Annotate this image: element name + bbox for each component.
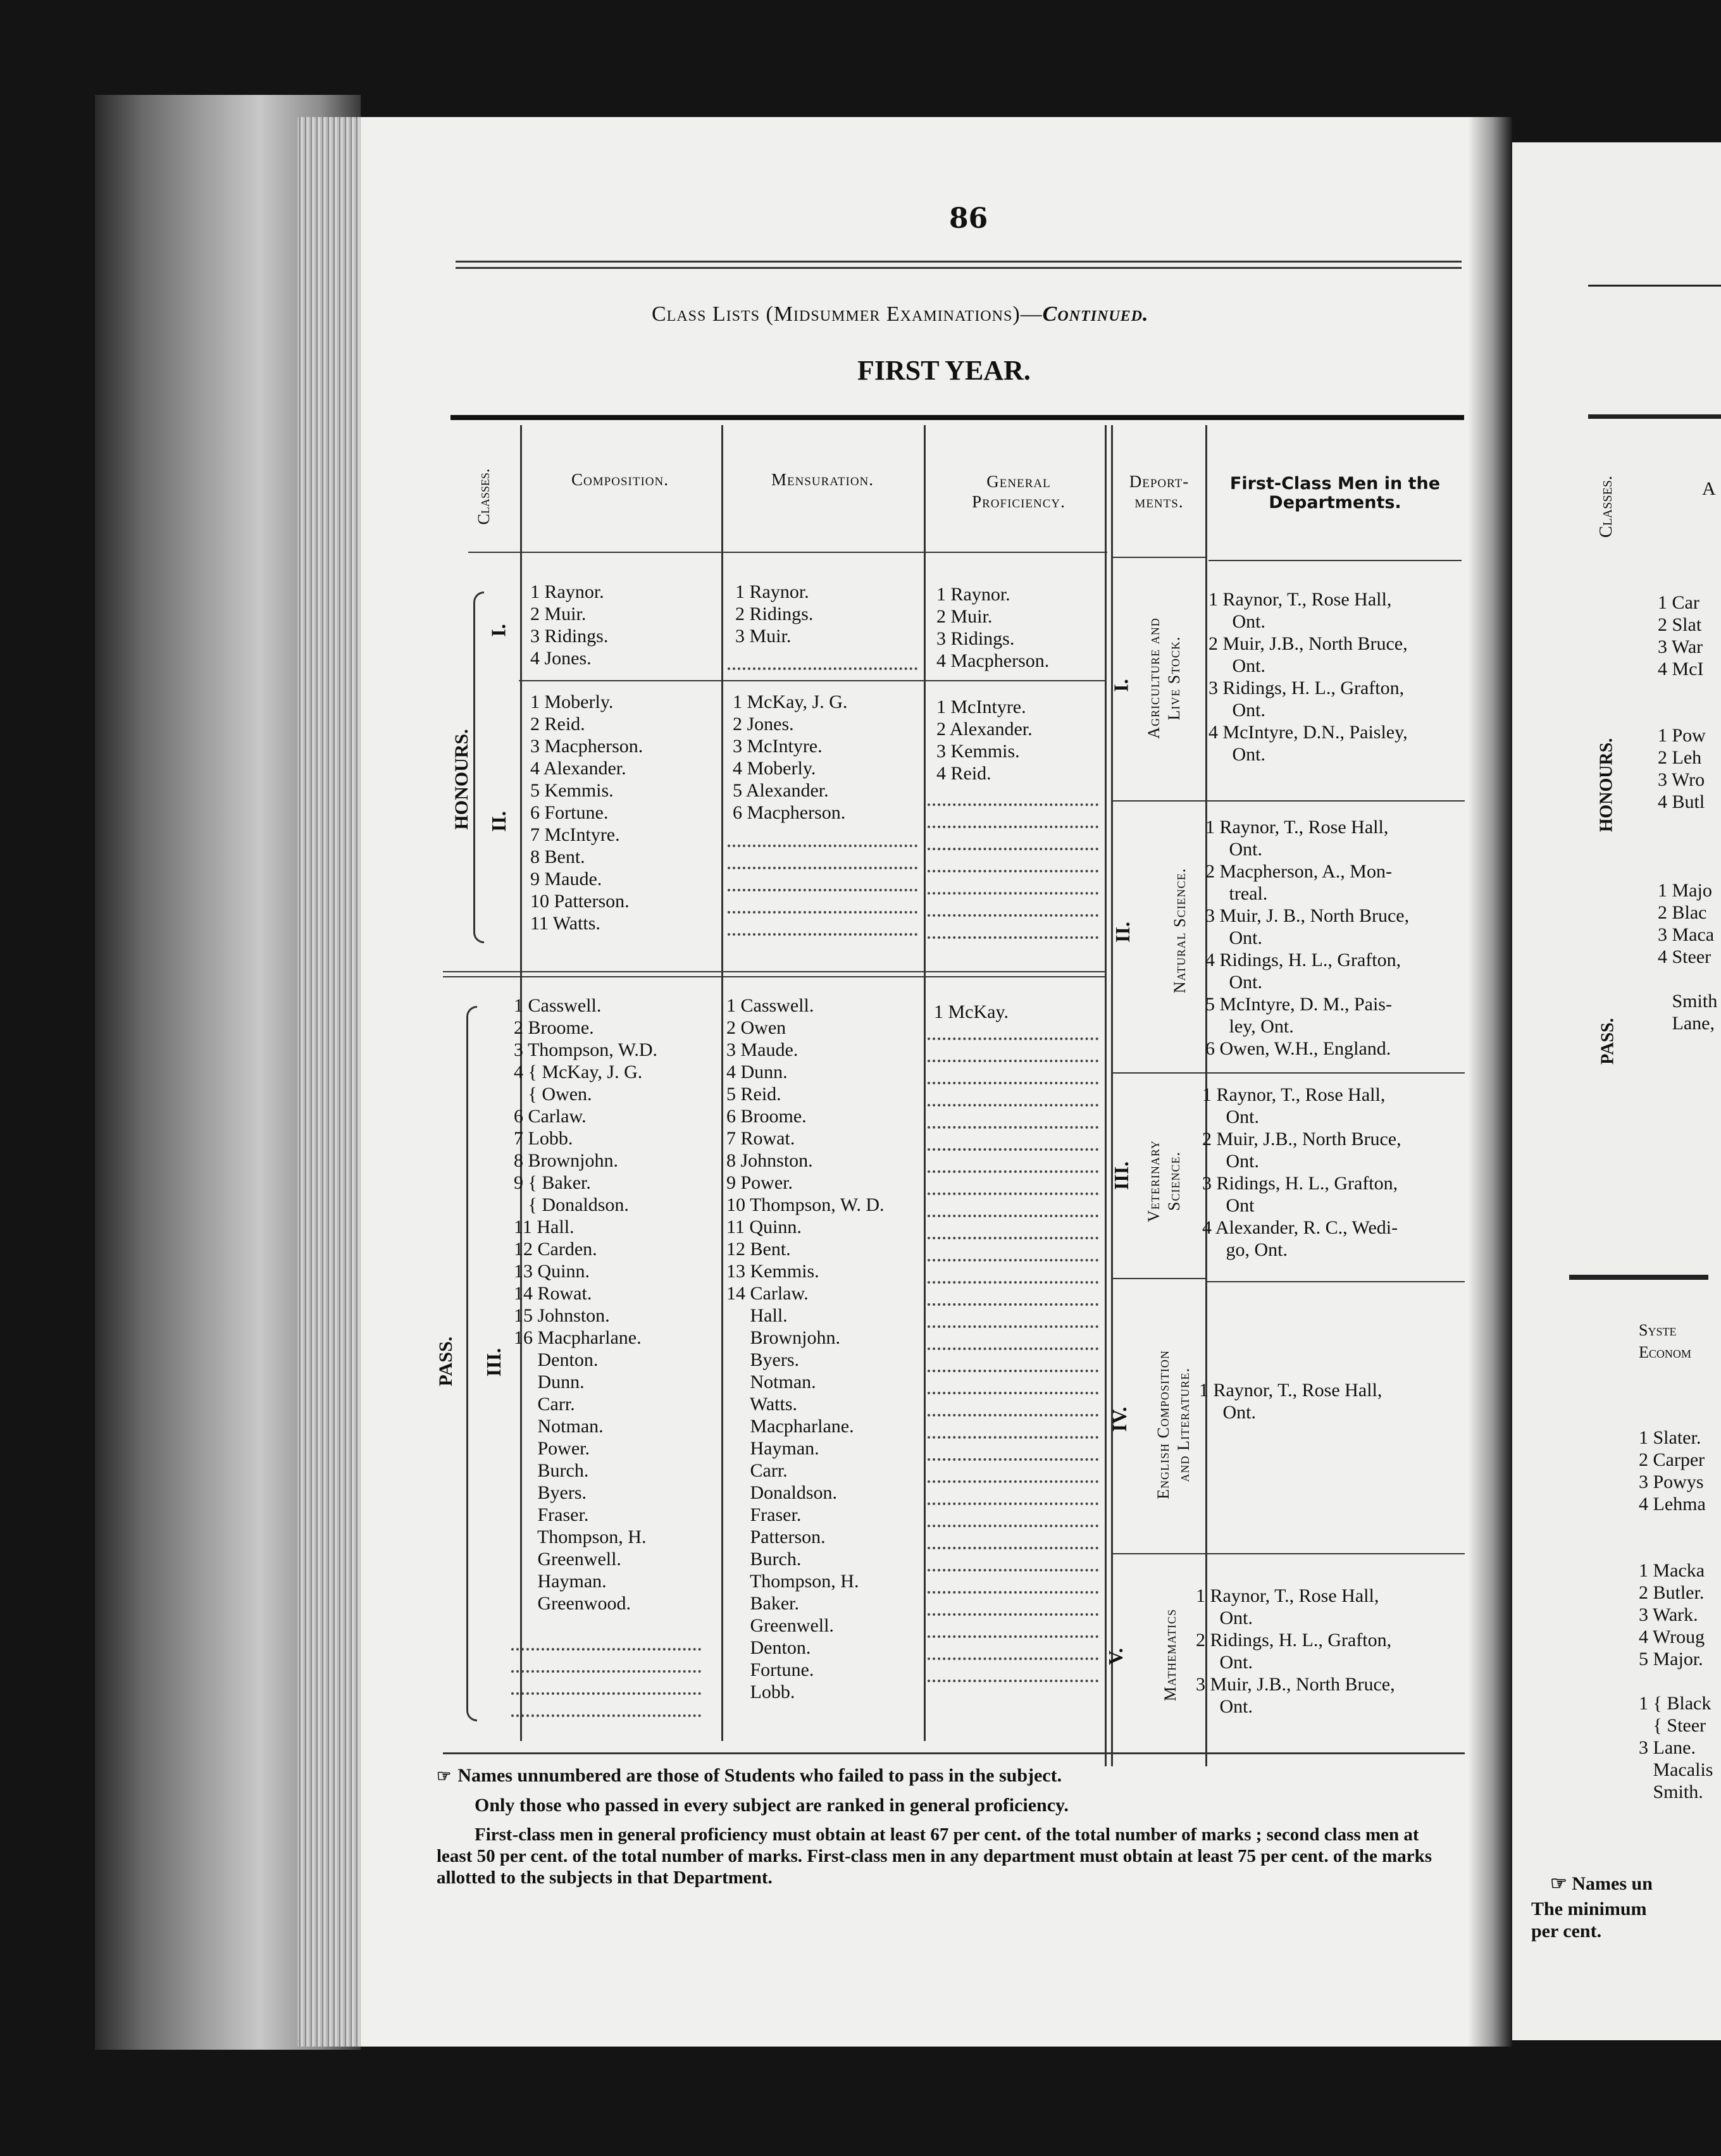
dotted-leader <box>928 1458 1098 1461</box>
list-item: 2 Macpherson, A., Mon- <box>1205 861 1392 882</box>
list-item: 4 Ridings, H. L., Grafton, <box>1205 950 1401 970</box>
header-row-rule <box>1208 560 1462 561</box>
dotted-leader <box>928 1259 1098 1261</box>
list-item: 14 Rowat. <box>514 1283 592 1304</box>
list-item: 4 Dunn. <box>726 1062 788 1082</box>
column-divider <box>1105 425 1107 1766</box>
department-rule <box>1205 1281 1465 1282</box>
page-edges <box>297 117 361 2047</box>
list-item: 1 Raynor, T., Rose Hall, <box>1196 1585 1379 1606</box>
dotted-leader <box>511 1670 701 1673</box>
list-item: { Owen. <box>514 1084 592 1105</box>
list-item: 1 Raynor, T., Rose Hall, <box>1202 1084 1386 1105</box>
departments-header: Deport-ments. <box>1129 472 1190 511</box>
list-item: 1 Casswell. <box>514 995 602 1016</box>
footnotes <box>437 1765 1449 1896</box>
department-ii-name <box>1170 836 1190 1025</box>
department-rule <box>1111 1278 1206 1279</box>
list-item: 3 Ridings. <box>936 628 1015 649</box>
honours-label: HONOURS. <box>451 729 472 830</box>
dotted-leader <box>928 1591 1098 1594</box>
general-pass-iii <box>934 1001 1009 1023</box>
first-class-men-dept-iii <box>1202 1084 1401 1261</box>
footnote-unnumbered <box>437 1765 1449 1787</box>
department-name-line: and Literature. <box>1174 1367 1193 1482</box>
list-item: Hall. <box>726 1305 788 1326</box>
adjacent-header-a: A <box>1702 478 1716 499</box>
list-item: 6 Fortune. <box>530 802 609 823</box>
dotted-leader <box>928 1414 1098 1416</box>
table-top-rule <box>450 415 1464 420</box>
dotted-leader <box>928 892 1098 895</box>
list-item: Ont. <box>1199 1402 1256 1423</box>
list-item: 13 Kemmis. <box>726 1261 819 1282</box>
list-item: Notman. <box>726 1372 816 1392</box>
list-item: 2 Muir, J.B., North Bruce, <box>1202 1129 1401 1149</box>
list-item: Ont <box>1202 1195 1255 1216</box>
list-item: 4 Jones. <box>530 648 592 669</box>
list-item: 3 Ridings. <box>530 626 609 647</box>
dotted-leader <box>928 1502 1098 1505</box>
dotted-leader <box>928 1281 1098 1284</box>
list-item: 4 Reid. <box>936 763 991 784</box>
dotted-leader <box>928 1547 1098 1549</box>
dotted-leader <box>728 867 917 869</box>
department-iv-number: IV. <box>1108 1406 1131 1432</box>
dotted-leader <box>928 1237 1098 1239</box>
list-item: 3 Kemmis. <box>936 741 1020 762</box>
dotted-leader <box>928 1635 1098 1638</box>
list-item: 1 Raynor. <box>936 584 1010 605</box>
dotted-leader <box>928 803 1098 806</box>
list-item: 3 Ridings, H. L., Grafton, <box>1202 1173 1398 1194</box>
list-item: 4 Alexander. <box>530 758 626 779</box>
list-item: treal. <box>1205 883 1268 904</box>
department-name-line: Mathematics <box>1161 1608 1179 1702</box>
dotted-leader <box>928 936 1098 939</box>
page-number: 86 <box>949 202 988 235</box>
list-item: Power. <box>514 1438 590 1459</box>
list-item: 1 McKay. <box>934 1001 1009 1022</box>
list-item: Carr. <box>514 1394 575 1415</box>
mensuration-honours-ii <box>733 691 847 824</box>
class-ii-label: II. <box>487 811 510 832</box>
list-item: 1 Raynor, T., Rose Hall, <box>1199 1380 1382 1401</box>
list-item: 2 Alexander. <box>936 719 1033 740</box>
department-v-number: V. <box>1103 1648 1127 1665</box>
list-item: 4 { McKay, J. G. <box>514 1062 643 1082</box>
list-item: Ont. <box>1208 611 1265 632</box>
list-item: Carr. <box>726 1460 788 1481</box>
department-name-line: Live Stock. <box>1165 636 1183 721</box>
list-item: 12 Bent. <box>726 1239 791 1260</box>
column-divider <box>721 425 723 1741</box>
section-rule <box>443 976 1105 977</box>
list-item: Denton. <box>514 1349 599 1370</box>
list-item: Lobb. <box>726 1682 795 1702</box>
list-item: 3 McIntyre. <box>733 736 823 757</box>
dotted-leader <box>511 1648 701 1651</box>
dotted-leader <box>928 1193 1098 1195</box>
adjacent-header-syste: Syste Econom <box>1639 1321 1691 1361</box>
list-item: 10 Patterson. <box>530 891 630 912</box>
mensuration-header: Mensuration. <box>771 470 874 489</box>
dotted-leader <box>511 1714 701 1717</box>
list-item: 11 Watts. <box>530 913 600 934</box>
list-item: 2 Ridings. <box>735 604 814 624</box>
department-rule <box>1111 800 1206 802</box>
list-item: Watts. <box>726 1394 798 1415</box>
list-item: 3 Thompson, W.D. <box>514 1039 657 1060</box>
department-i-number: I. <box>1109 679 1133 692</box>
mensuration-honours-i <box>735 581 813 647</box>
dotted-leader <box>928 1148 1098 1151</box>
list-item: 8 Brownjohn. <box>514 1150 618 1171</box>
class-rule <box>924 680 1105 681</box>
table-bottom-rule <box>443 1752 1465 1754</box>
department-name-line: Agriculture and <box>1145 617 1163 739</box>
list-item: Byers. <box>514 1482 587 1503</box>
list-item: Ont. <box>1208 744 1265 765</box>
list-item: 15 Johnston. <box>514 1305 610 1326</box>
first-class-men-dept-i <box>1208 588 1408 765</box>
list-item: 6 Owen, W.H., England. <box>1205 1038 1391 1059</box>
list-item: 9 { Baker. <box>514 1172 591 1193</box>
list-item: Ont. <box>1208 700 1265 721</box>
list-item: Donaldson. <box>726 1482 837 1503</box>
list-item: 4 Moberly. <box>733 758 816 779</box>
composition-header: Composition. <box>571 470 669 489</box>
dotted-leader <box>928 1370 1098 1372</box>
dotted-leader <box>728 933 917 936</box>
list-item: 2 Muir, J.B., North Bruce, <box>1208 633 1408 654</box>
list-item: 4 McIntyre, D.N., Paisley, <box>1208 722 1408 743</box>
list-item: Greenwood. <box>514 1593 631 1614</box>
department-v-name <box>1160 1579 1181 1731</box>
running-title <box>652 302 1149 326</box>
dotted-leader <box>928 1104 1098 1106</box>
list-item: Macpharlane. <box>726 1416 854 1437</box>
list-item: 2 Ridings, H. L., Grafton, <box>1196 1630 1392 1651</box>
department-rule <box>1205 1553 1465 1554</box>
pointing-hand-icon: ☞ <box>437 1767 452 1785</box>
adjacent-classes-header: Classes. <box>1596 476 1616 538</box>
dotted-leader <box>928 1525 1098 1527</box>
composition-honours-i <box>530 581 608 669</box>
adjacent-honours-label: HONOURS. <box>1596 738 1617 833</box>
list-item: 9 Maude. <box>530 869 602 889</box>
pass-brace <box>466 1006 477 1721</box>
dotted-leader <box>928 826 1098 828</box>
list-item: 16 Macpharlane. <box>514 1327 642 1348</box>
adjacent-pass-label: PASS. <box>1598 1018 1618 1065</box>
dotted-leader <box>511 1692 701 1695</box>
class-iii-label: III. <box>482 1348 506 1377</box>
class-rule <box>721 680 924 681</box>
list-item: Thompson, H. <box>514 1527 647 1547</box>
dotted-leader <box>928 1170 1098 1173</box>
adjacent-page-partial <box>1512 142 1721 2040</box>
footnote-ranking: Only those who passed in every subject are ranked in general proficiency. <box>475 1795 1069 1816</box>
department-iii-number: III. <box>1110 1161 1133 1191</box>
dotted-leader <box>728 911 917 914</box>
list-item: 3 Muir, J.B., North Bruce, <box>1196 1674 1395 1695</box>
dotted-leader <box>728 889 917 891</box>
dotted-leader <box>928 870 1098 872</box>
list-item: Greenwell. <box>726 1615 834 1636</box>
header-row-rule <box>1111 557 1206 558</box>
list-item: 13 Quinn. <box>514 1261 590 1282</box>
list-item: 1 Raynor. <box>530 581 604 602</box>
list-item: Denton. <box>726 1637 811 1658</box>
dotted-leader <box>928 1082 1098 1084</box>
first-class-men-dept-v <box>1196 1585 1395 1718</box>
dotted-leader <box>928 1348 1098 1350</box>
dotted-leader <box>928 914 1098 917</box>
list-item: Hayman. <box>514 1571 607 1592</box>
department-i-name <box>1144 599 1184 757</box>
list-item: 3 Macpherson. <box>530 736 643 757</box>
first-class-men-dept-iv <box>1199 1379 1382 1423</box>
department-name-line: Science. <box>1165 1151 1183 1211</box>
dotted-leader <box>928 1215 1098 1217</box>
list-item: Byers. <box>726 1349 799 1370</box>
honours-brace <box>473 592 484 943</box>
department-name-line: Natural Science. <box>1171 867 1189 994</box>
list-item: 2 Muir. <box>530 604 587 624</box>
list-item: 5 McIntyre, D. M., Pais- <box>1205 994 1392 1015</box>
department-rule <box>1111 1072 1206 1074</box>
column-divider <box>924 425 926 1741</box>
dotted-leader <box>928 1303 1098 1306</box>
dotted-leader <box>728 845 917 847</box>
list-item: 6 Macpherson. <box>733 802 846 823</box>
adjacent-rule <box>1588 414 1721 419</box>
list-item: 2 Reid. <box>530 714 585 734</box>
list-item: 4 Macpherson. <box>936 650 1050 671</box>
section-rule <box>443 971 1105 972</box>
list-item: go, Ont. <box>1202 1239 1288 1260</box>
list-item: Ont. <box>1208 655 1265 676</box>
list-item: 12 Carden. <box>514 1239 597 1260</box>
department-rule <box>1205 1072 1465 1074</box>
list-item: Thompson, H. <box>726 1571 859 1592</box>
list-item: Ont. <box>1205 927 1262 948</box>
list-item: Ont. <box>1202 1106 1259 1127</box>
list-item: 3 Ridings, H. L., Grafton, <box>1208 678 1405 698</box>
list-item: 2 Jones. <box>733 714 794 734</box>
list-item: Greenwell. <box>514 1549 621 1570</box>
list-item: 3 Muir. <box>735 626 792 647</box>
list-item: Fraser. <box>514 1504 589 1525</box>
list-item: Fraser. <box>726 1504 802 1525</box>
dotted-leader <box>928 1325 1098 1328</box>
list-item: 1 Casswell. <box>726 995 814 1016</box>
list-item: Notman. <box>514 1416 604 1437</box>
adjacent-list-top: 1 Car 2 Slat 3 War 4 McI 1 Pow 2 Leh 3 Wro 4 Butl 1 Majo 2 Blac 3 Maca 4 Steer Smith Lane, <box>1658 592 1718 1034</box>
list-item: 11 Quinn. <box>726 1217 802 1237</box>
list-item: 7 McIntyre. <box>530 824 620 845</box>
list-item: Ont. <box>1202 1151 1259 1172</box>
list-item: 2 Broome. <box>514 1017 594 1038</box>
list-item: 5 Reid. <box>726 1084 781 1105</box>
footnote-marks: First-class men in general proficiency must obtain at least 67 per cent. of the total number of marks ; second class men at least 50 per cent. of the total number of marks. First-class men in any department must obtain at least 75 per cent. of the marks allotted to the subjects in that Department. <box>437 1825 1432 1888</box>
list-item: Burch. <box>514 1460 589 1481</box>
list-item: Ont. <box>1205 839 1262 860</box>
list-item: 6 Broome. <box>726 1106 807 1127</box>
list-item: Burch. <box>726 1549 802 1570</box>
list-item: Patterson. <box>726 1527 826 1547</box>
list-item: 6 Carlaw. <box>514 1106 587 1127</box>
department-rule <box>1205 800 1465 802</box>
department-name-line: English Composition <box>1154 1350 1172 1499</box>
list-item: Ont. <box>1205 972 1262 993</box>
list-item: Ont. <box>1196 1696 1253 1717</box>
dotted-leader <box>928 1657 1098 1660</box>
list-item: 8 Johnston. <box>726 1150 813 1171</box>
dotted-leader <box>928 1613 1098 1616</box>
department-name-line: Veterinary <box>1145 1140 1163 1222</box>
dotted-leader <box>928 1060 1098 1062</box>
list-item: 11 Hall. <box>514 1217 575 1237</box>
list-item: 1 Raynor, T., Rose Hall, <box>1205 817 1389 838</box>
adjacent-note-2: The minimum per cent. <box>1531 1899 1647 1942</box>
mensuration-pass-iii <box>726 994 884 1703</box>
list-item: Ont. <box>1196 1652 1253 1673</box>
class-i-label: I. <box>487 624 510 637</box>
adjacent-rule <box>1588 285 1721 287</box>
department-iv-name <box>1153 1304 1194 1545</box>
list-item: 5 Alexander. <box>733 780 829 801</box>
list-item: Baker. <box>726 1593 799 1614</box>
list-item: 3 Muir, J. B., North Bruce, <box>1205 905 1410 926</box>
running-title-continued: Continued. <box>1042 302 1149 326</box>
list-item: 5 Kemmis. <box>530 780 614 801</box>
running-title-main: Class Lists (Midsummer Examinations)— <box>652 302 1043 326</box>
list-item: 1 Raynor. <box>735 581 809 602</box>
column-divider <box>1111 425 1113 1766</box>
header-rule-top <box>456 261 1462 263</box>
list-item: 1 McKay, J. G. <box>733 691 848 712</box>
adjacent-list-bottom: 1 Slater. 2 Carper 3 Powys 4 Lehma 1 Macka 2 Butler. 3 Wark. 4 Wroug 5 Major. 1 { Black { Steer 3 Lane. Macalis Smith. <box>1639 1427 1713 1802</box>
composition-honours-ii <box>530 691 643 934</box>
dotted-leader <box>928 848 1098 850</box>
dotted-leader <box>928 1436 1098 1439</box>
dotted-leader <box>928 1392 1098 1394</box>
adjacent-rule <box>1569 1275 1708 1280</box>
footnote-text: Names unnumbered are those of Students who failed to pass in the subject. <box>457 1765 1062 1786</box>
general-honours-i <box>936 583 1049 672</box>
department-rule <box>1111 1553 1206 1554</box>
adjacent-note-1: ☞ Names un <box>1550 1873 1653 1894</box>
list-item: 2 Owen <box>726 1017 786 1038</box>
list-item: Fortune. <box>726 1659 814 1680</box>
list-item: Ont. <box>1196 1608 1253 1628</box>
list-item: 7 Rowat. <box>726 1128 795 1149</box>
list-item: 3 Maude. <box>726 1039 798 1060</box>
year-title: FIRST YEAR. <box>857 355 1031 386</box>
book-gutter <box>1468 117 1512 2047</box>
department-iii-name <box>1144 1118 1184 1244</box>
list-item: 1 Raynor, T., Rose Hall, <box>1208 589 1392 610</box>
list-item: ley, Ont. <box>1205 1016 1294 1037</box>
list-item: Hayman. <box>726 1438 819 1459</box>
list-item: Dunn. <box>514 1372 585 1392</box>
composition-pass-iii <box>514 994 657 1614</box>
general-honours-ii <box>936 696 1033 784</box>
list-item: 9 Power. <box>726 1172 793 1193</box>
list-item: 4 Alexander, R. C., Wedi- <box>1202 1217 1398 1238</box>
list-item: 7 Lobb. <box>514 1128 573 1149</box>
list-item: 14 Carlaw. <box>726 1283 809 1304</box>
first-class-men-header: First-Class Men in the Departments. <box>1229 474 1441 512</box>
dotted-leader <box>928 1569 1098 1571</box>
class-rule <box>519 680 721 681</box>
list-item: 8 Bent. <box>530 846 585 867</box>
dotted-leader <box>928 1680 1098 1682</box>
dotted-leader <box>728 667 917 670</box>
dotted-leader <box>928 1126 1098 1129</box>
department-ii-number: II. <box>1110 922 1134 943</box>
list-item: { Donaldson. <box>514 1194 629 1215</box>
dotted-leader <box>928 1480 1098 1483</box>
list-item: 1 Moberly. <box>530 691 614 712</box>
list-item: 2 Muir. <box>936 606 993 627</box>
header-row-rule <box>468 552 1107 553</box>
general-proficiency-header: General Proficiency. <box>972 472 1066 511</box>
list-item: Brownjohn. <box>726 1327 840 1348</box>
dotted-leader <box>928 1038 1098 1040</box>
pass-label: PASS. <box>435 1336 456 1387</box>
classes-header: Classes. <box>475 468 493 525</box>
list-item: 10 Thompson, W. D. <box>726 1194 885 1215</box>
list-item: 1 McIntyre. <box>936 697 1026 717</box>
first-class-men-dept-ii <box>1205 816 1409 1060</box>
header-rule-bottom <box>456 267 1462 269</box>
